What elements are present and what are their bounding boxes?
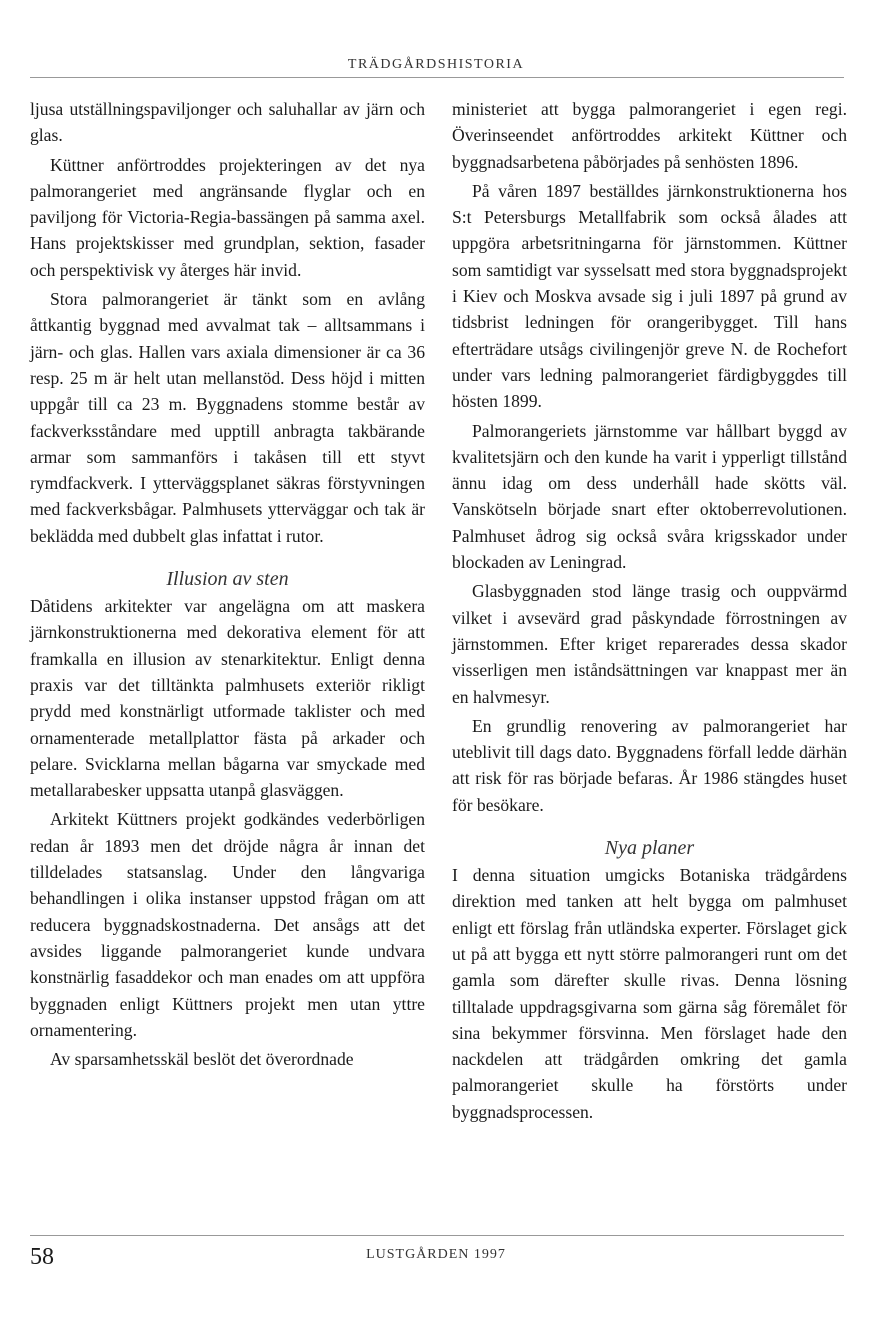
paragraph: Arkitekt Küttners projekt godkändes vederbörligen redan år 1893 men det dröjde några år innan det tilldelades statsanslag. Under den långvariga behandlingen i olika instanser uppstod frågan om att reducera byggnadskostnaderna. Det ansågs att det avsides liggande palmorangeriet kunde undvara konstnärlig fasaddekor och man enades om att uppföra byggnaden enligt Küttners projekt men utan yttre ornamentering. bbox=[30, 809, 425, 1040]
paragraph: På våren 1897 beställdes järnkonstruktionerna hos S:t Petersburgs Metallfabrik som också ålades att uppgöra arbetsritningarna för järnstommen. Küttner som samtidigt var sysselsatt med stora byggnadsprojekt i Kiev och Moskva avsade sig i juli 1897 på grund av tidsbrist ledningen för orangeribygget. Till hans efterträdare utsågs civilingenjör greve N. de Rochefort under vars ledning palmorangeriet färdigbyggdes till hösten 1899. bbox=[452, 180, 847, 412]
paragraph: Palmorangeriets järnstomme var hållbart byggd av kvalitetsjärn och den kunde ha varit i ypperligt tillstånd ännu idag om dess underhåll hade skötts väl. Vanskötseln började snart efter oktoberrevolutionen. Palmhuset ådrog sig också svåra krigsskador under blockaden av Leningrad. bbox=[452, 420, 847, 573]
section-heading: Nya planer bbox=[604, 837, 695, 860]
publication-footer: LUSTGÅRDEN 1997 bbox=[366, 1247, 506, 1262]
header-rule bbox=[30, 77, 844, 78]
paragraph: En grundlig renovering av palmorangeriet har uteblivit till dags dato. Byggnadens förfall ledde därhän att risk för ras började befaras. År 1986 stängdes huset för besökare. bbox=[452, 715, 847, 815]
running-head: TRÄDGÅRDSHISTORIA bbox=[347, 57, 525, 72]
paragraph: Stora palmorangeriet är tänkt som en avlång åttkantig byggnad med avvalmat tak – alltsammans i järn- och glas. Hallen vars axiala dimensioner är ca 36 resp. 25 m är helt utan mellanstöd. Dess höjd i mitten uppgår till ca 23 m. Byggnadens stomme består av fackverksståndare med upptill anbragta takbärande armar som sammanförs i takåsen till ett styvt rymdfackverk. I ytterväggsplanet säkras förstyvningen med fackverksbågar. Palmhusets ytterväggar och tak är beklädda med dubbelt glas infattat i rutor. bbox=[30, 289, 425, 546]
footer-rule bbox=[30, 1235, 844, 1236]
paragraph: Glasbyggnaden stod länge trasig och ouppvärmd vilket i avsevärd grad påskyndade förrostningen av järnstommen. Efter kriget reparerades dessa skador visserligen men iståndsättningen var knappast mer än en halvmesyr. bbox=[452, 581, 847, 707]
right-column bbox=[452, 96, 847, 1125]
paragraph: I denna situation umgicks Botaniska trädgårdens direktion med tanken att helt bygga om palmhuset enligt ett förslag från utländska experter. Förslaget gick ut på att bygga ett nytt större palmorangeri runt om det gamla som därefter skulle rivas. Denna lösning tilltalade uppdragsgivarna som gärna såg föremålet för sina bekymmer försvinna. Men förslaget hade den nackdelen att trädgården omkring det gamla palmorangeriet skulle ha förstörts under byggnadsprocessen. bbox=[452, 865, 847, 1122]
paragraph: Av sparsamhetsskäl beslöt det överordnade bbox=[50, 1049, 354, 1070]
paragraph: ministeriet att bygga palmorangeriet i egen regi. Överinseendet anförtroddes arkitekt Küttner och byggnadsarbetena påbörjades på senhösten 1896. bbox=[452, 99, 847, 172]
paragraph: Dåtidens arkitekter var angelägna om att maskera järnkonstruktionerna med dekorativa element för att framkalla en illusion av stenarkitektur. Enligt denna praxis var det tilltänkta palmhusets exteriör rikligt prydd med konstnärligt utformade taklister och med ornamenterade metallplattor fästa på arkader och pelare. Svicklarna mellan bågarna var smyckade med metallarabesker uppsatta utanpå glasväggen. bbox=[30, 596, 425, 801]
left-column bbox=[30, 96, 425, 1072]
page-number: 58 bbox=[30, 1244, 54, 1270]
paragraph: Küttner anförtroddes projekteringen av det nya palmorangeriet med angränsande flyglar och en paviljong för Victoria-Regia-bassängen på samma axel. Hans projektskisser med grundplan, sektion, fasader och perspektivisk vy återges här invid. bbox=[30, 154, 425, 280]
section-heading: Illusion av sten bbox=[166, 568, 289, 591]
paragraph: ljusa utställningspaviljonger och saluhallar av järn och glas. bbox=[30, 99, 425, 146]
